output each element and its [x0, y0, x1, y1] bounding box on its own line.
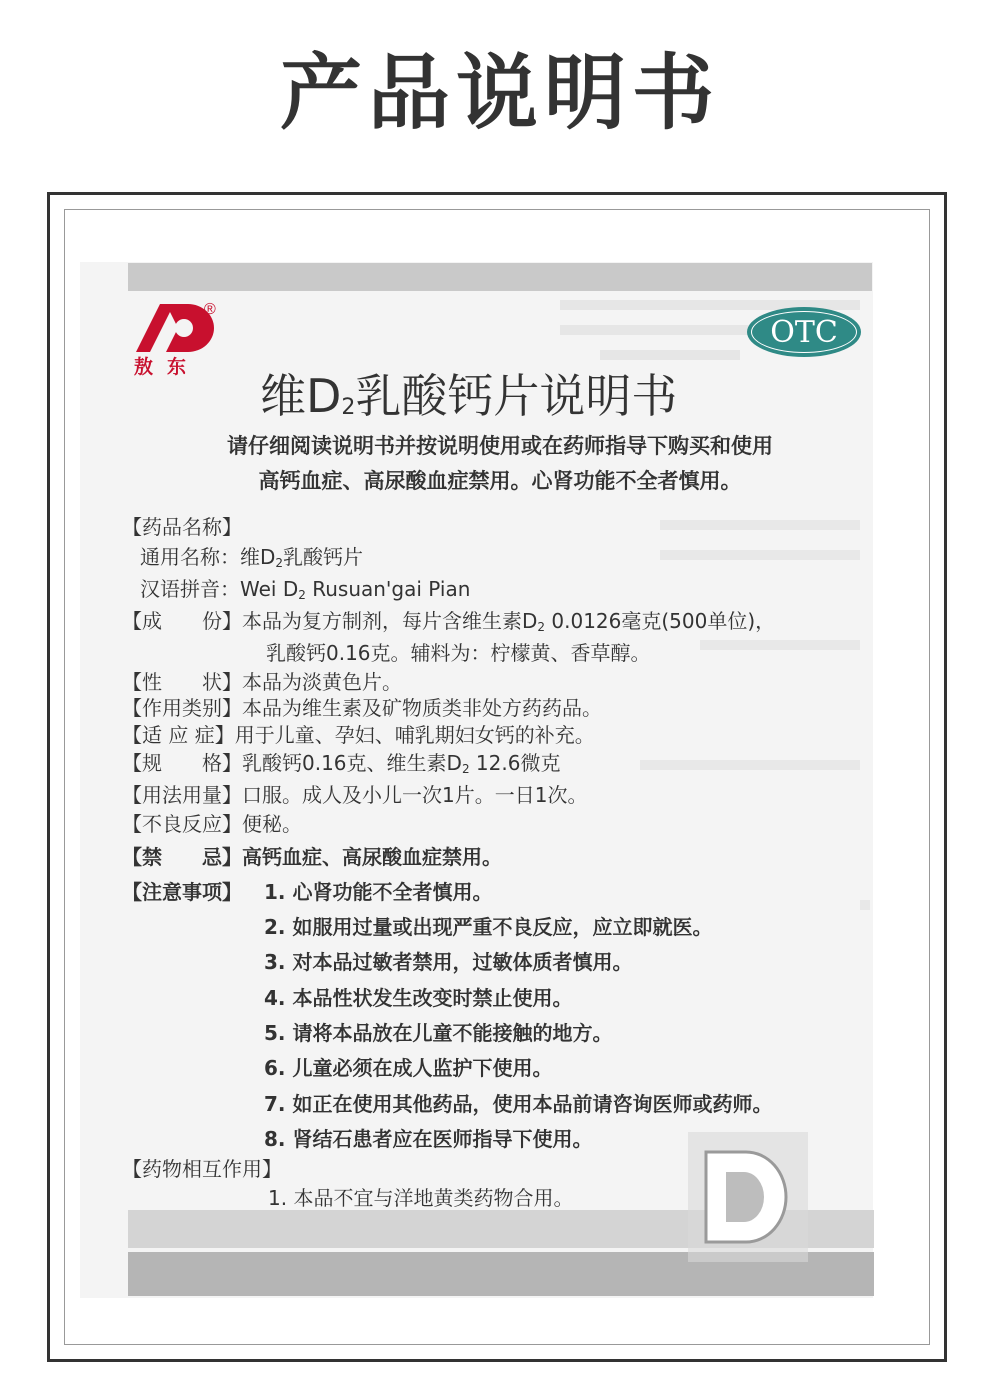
composition-line-2: 乳酸钙0.16克。辅料为：柠檬黄、香草醇。: [266, 641, 651, 665]
dosage-row: 【用法用量】口服。成人及小儿一次1片。一日1次。: [122, 783, 588, 807]
interaction-item: 1. 本品不宜与洋地黄类药物合用。: [268, 1186, 574, 1210]
adverse-row: 【不良反应】便秘。: [122, 812, 302, 836]
document-title: 维$D_2$乳酸钙片说明书: [260, 369, 678, 423]
precaution-item: 7. 如正在使用其他药品，使用本品前请咨询医师或药师。: [264, 1092, 773, 1116]
precaution-item: 3. 对本品过敏者禁用，过敏体质者慎用。: [264, 950, 633, 974]
precaution-item: 2. 如服用过量或出现严重不良反应，应立即就医。: [264, 915, 713, 939]
properties-row: 【性 状】本品为淡黄色片。: [122, 670, 402, 694]
registered-mark: ®: [204, 301, 216, 318]
composition-row: 【成 份】本品为复方制剂，每片含维生素$D_2$ 0.0126毫克(500单位)，: [122, 609, 776, 634]
pinyin-row: 汉语拼音：Wei $D_2$ Rusuan'gai Pian: [140, 577, 471, 602]
specification-row: 【规 格】乳酸钙0.16克、维生素$D_2$ 12.6微克: [122, 751, 561, 776]
precaution-item: 4. 本品性状发生改变时禁止使用。: [264, 986, 573, 1010]
precaution-item: 8. 肾结石患者应在医师指导下使用。: [264, 1127, 593, 1151]
category-row: 【作用类别】本品为维生素及矿物质类非处方药药品。: [122, 696, 602, 720]
contraindications-row: 【禁 忌】高钙血症、高尿酸血症禁用。: [122, 845, 502, 869]
generic-name-row: 通用名称：维$D_2$乳酸钙片: [140, 545, 364, 570]
precautions-heading: 【注意事项】: [122, 880, 242, 904]
brand-name: 敖东: [134, 356, 201, 378]
section-drug-name-heading: 【药品名称】: [122, 515, 242, 539]
precaution-item: 6. 儿童必须在成人监护下使用。: [264, 1056, 553, 1080]
page-title: 产品说明书: [279, 46, 720, 141]
indications-row: 【适 应 症】用于儿童、孕妇、哺乳期妇女钙的补充。: [122, 723, 595, 747]
warning-line-2: 高钙血症、高尿酸血症禁用。心肾功能不全者慎用。: [258, 469, 742, 493]
brand-logo-icon: [132, 300, 218, 356]
otc-badge: [747, 307, 861, 357]
interactions-heading: 【药物相互作用】: [122, 1157, 282, 1181]
precaution-item: 1. 心肾功能不全者慎用。: [264, 880, 493, 904]
otc-badge-text: OTC: [751, 311, 857, 353]
warning-line-1: 请仔细阅读说明书并按说明使用或在药师指导下购买和使用: [227, 434, 773, 458]
precaution-item: 5. 请将本品放在儿童不能接触的地方。: [264, 1021, 613, 1045]
d-letter-graphic-icon: [688, 1132, 808, 1262]
leaflet-top-band: [128, 263, 872, 291]
